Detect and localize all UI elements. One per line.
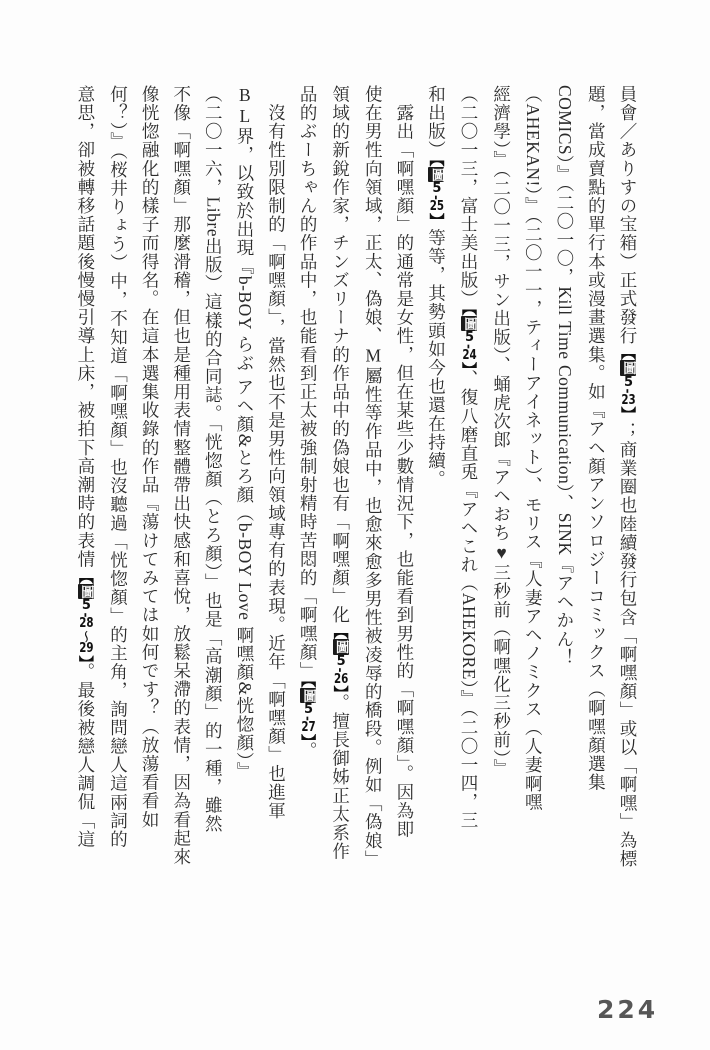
text-column: （二〇一六，Libre出版）這樣的合同誌。「恍惚顏（とろ顏）」也是「高潮顏」的一種，雖然 [203,85,224,834]
page-number: 224 [597,995,659,1024]
figure-icon: 圖 [77,584,94,599]
text-column: 和出版）【圖5-25】等等，其勢頭如今也還在持續。 [426,85,447,489]
figure-icon: 圖 [332,640,349,654]
text-column: （AHEKAN!）』（二〇一一，ティーアイネット）、モリス『人妻アヘノミクス（人妻啊嘿 [523,85,544,812]
text-column: 何？）』（桜井りょう）中，不知道「啊嘿顏」也沒聽過「恍惚顏」的主角，詢問戀人這兩詞的 [108,85,129,849]
figure-icon: 圖 [461,316,478,331]
figure-icon: 圖 [620,361,636,375]
figure-reference: 【圖5-24】 [460,308,479,370]
text-column: 品的ぶーちゃん的作品中，也能看到正太被強制射精時苦悶的「啊嘿顏」【圖5-27】。 [298,85,319,761]
text-column: 像恍惚融化的樣子而得名。在這本選集收錄的作品『蕩けてみては如何です？（放蕩看看如 [140,85,161,829]
text-column: 領域的新銳作家，チンズリーナ的作品中的偽娘也有「啊嘿顏」化【圖5-26】。擅長御姊正太系作 [330,85,351,861]
text-columns [69,85,644,947]
figure-reference: 【圖5-28〜29】 [76,568,95,663]
text-column: COMICS）』（二〇一〇，Kill Time Communication）、SINK『アヘかん！ [554,85,575,668]
text-column: 意思，卻被轉移話題後慢慢引導上床，被拍下高潮時的表情【圖5-28〜29】。最後被戀人調侃「這 [75,85,96,849]
text-column: 員會／ありすの宝箱）正式發行【圖5-23】；商業圈也陸續發行包含「啊嘿顏」或以「啊嘿」為標 [618,85,638,869]
figure-reference: 【圖5-25】 [427,159,446,229]
figure-reference: 【圖5-27】 [299,680,318,742]
text-column: 經濟學）』（二〇一三，サン出版）、蛹虎次郎『アヘおち♥三秒前（啊嘿化三秒前）』 [491,85,512,778]
text-column: 使在男性向領域，正太、偽娘、M屬性等作品中，也愈來愈多男性被凌辱的橋段。例如「偽娘」 [363,85,384,869]
text-column: （二〇一三，富士美出版）【圖5-24】、復八磨直兎『アヘこれ（AHEKORE）』（二〇一四，三 [459,85,480,830]
text-column: 題，當成賣點的單行本或漫畫選集。如『アヘ顏アンソロジーコミックス（啊嘿顏選集 [586,85,607,792]
text-column: 露出「啊嘿顏」的通常是女性，但在某些少數情況下，也能看到男性的「啊嘿顏」。因為即 [394,85,415,839]
text-column: BL界，以致於出現『b-BOY らぶ アヘ顏&とろ顏（b-BOY Love 啊嘿顏&恍惚顏）』 [234,85,255,781]
text-column: 不像「啊嘿顏」那麼滑稽，但也是種用表情整體帶出快感和喜悅，放鬆呆滯的表情，因為看起來 [171,85,192,867]
figure-icon: 圖 [428,167,445,182]
figure-icon: 圖 [300,688,317,703]
text-column: 沒有性別限制的「啊嘿顏」，當然也不是男性向領域專有的表現。近年「啊嘿顏」也進軍 [266,85,287,821]
figure-reference: 【圖5-23】 [619,345,637,422]
figure-reference: 【圖5-26】 [331,624,350,694]
